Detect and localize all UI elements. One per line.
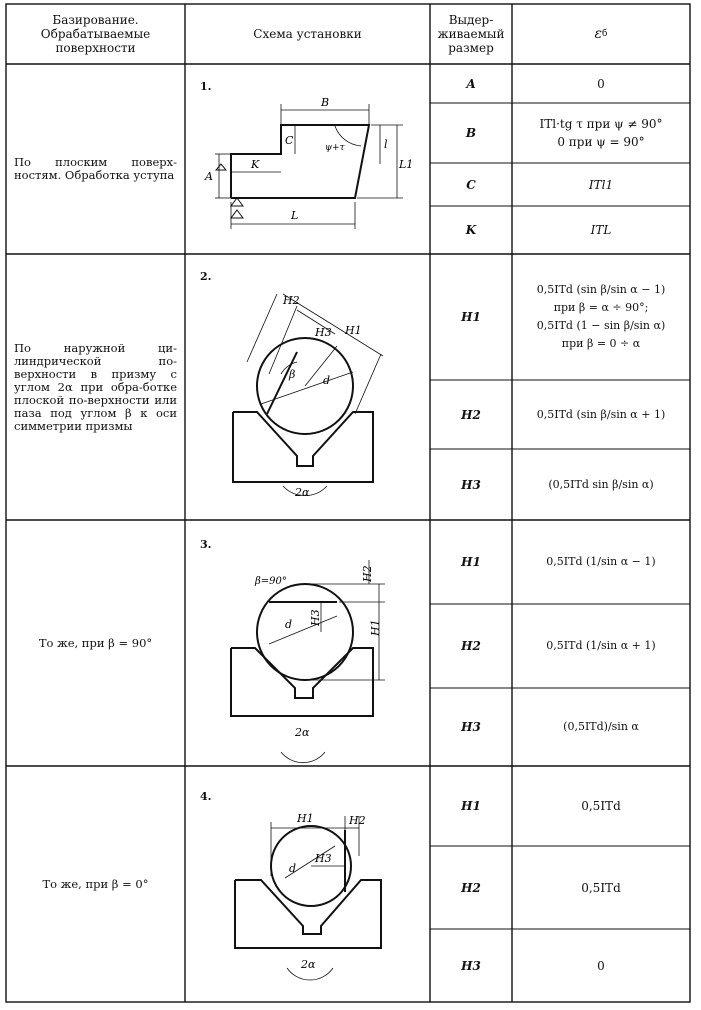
row-4-dim-H2-label: H2 <box>461 880 481 895</box>
row-2-eps-H1-line-4: при β = 0 ÷ α <box>561 337 641 350</box>
row-2-eps-H3-line-1: (0,5ITd sin β/sin α) <box>548 477 654 491</box>
scheme-3-label-H2: H2 <box>361 565 374 582</box>
row-1-description-text: По плоским поверх-ностям. Обработка уступа <box>14 155 177 182</box>
row-4-description <box>6 766 185 1002</box>
scheme-4-number: 4. <box>200 790 212 803</box>
scheme-1-diagram <box>185 64 430 254</box>
row-4-dim-H1 <box>430 766 512 846</box>
row-2-eps-H1 <box>512 254 690 380</box>
scheme-1-label-L: L <box>291 209 299 222</box>
scheme-3-vblock <box>231 648 373 716</box>
row-2-dim-H3-label: H3 <box>461 477 481 492</box>
scheme-3-label-d: d <box>285 618 293 631</box>
row-3-dim-H3 <box>430 688 512 766</box>
row-2-dim-H2-label: H2 <box>461 407 481 422</box>
scheme-2-label-H3: H3 <box>315 326 332 339</box>
row-2-description <box>6 254 185 520</box>
row-1-eps-A <box>512 64 690 103</box>
scheme-3-diagram <box>185 520 430 766</box>
scheme-4-label-H1: H1 <box>297 812 314 825</box>
row-2-description-text: По наружной ци-линдрической по-верхности в призму с углом 2α при обра-ботке плоской по-верхности или паза под углом β к оси симметрии призмы <box>14 340 177 433</box>
row-2-dim-H2 <box>430 380 512 449</box>
row-2-eps-H1-line-1: 0,5ITd (sin β/sin α − 1) <box>536 283 666 296</box>
header-col-basing-label: Базирование. Обрабатываемые поверхности <box>40 13 151 55</box>
scheme-4-label-H2: H2 <box>349 814 366 827</box>
scheme-3-label-H1: H1 <box>369 619 382 636</box>
row-1-dim-B <box>430 103 512 163</box>
row-3-description-text: То же, при β = 90° <box>38 635 153 650</box>
scheme-1-label-L1: L1 <box>399 158 414 171</box>
scheme-3-label-2alpha: 2α <box>295 726 310 739</box>
row-3-dim-H1 <box>430 520 512 604</box>
row-3-dim-H2-label: H2 <box>461 639 481 653</box>
row-1-dim-A-label: A <box>466 76 476 91</box>
scheme-4-label-d: d <box>289 862 297 875</box>
scheme-1-number: 1. <box>200 80 212 93</box>
header-col-epsilon-label: ε <box>594 26 603 42</box>
scheme-4-label-H3: H3 <box>315 852 332 865</box>
row-4-dim-H3-label: H3 <box>461 958 481 973</box>
scheme-1-label-B: B <box>321 96 330 109</box>
row-4-eps-H1 <box>512 766 690 846</box>
scheme-2-label-beta: β <box>289 368 296 381</box>
row-3-eps-H3-line-1: (0,5ITd)/sin α <box>563 720 639 733</box>
row-1-dim-C-label: C <box>466 177 476 192</box>
row-4-eps-H2-line-1: 0,5ITd <box>581 880 621 895</box>
scheme-3-label-H3: H3 <box>309 609 322 626</box>
row-3-description <box>6 520 185 766</box>
scheme-2-label-2alpha: 2α <box>295 486 310 499</box>
row-2-dim-H1 <box>430 254 512 380</box>
row-2-dim-H3 <box>430 449 512 520</box>
scheme-3-cylinder <box>257 584 353 680</box>
row-2-dim-H1-label: H1 <box>461 310 481 324</box>
row-1-eps-C <box>512 163 690 206</box>
row-1-eps-B-line-1: ITl·tg τ при ψ ≠ 90° <box>539 117 663 131</box>
scheme-1-label-K: K <box>251 158 260 171</box>
row-3-eps-H1 <box>512 520 690 604</box>
row-3-eps-H2 <box>512 604 690 688</box>
row-4-description-text: То же, при β = 0° <box>42 876 149 891</box>
scheme-4-label-2alpha: 2α <box>301 958 316 971</box>
row-1-eps-K-line-1: ITL <box>590 223 612 237</box>
row-4-dim-H1-label: H1 <box>461 799 481 813</box>
row-1-dim-C <box>430 163 512 206</box>
scheme-3-label-beta90: β=90° <box>255 576 287 587</box>
row-3-dim-H2 <box>430 604 512 688</box>
header-col-epsilon-subscript: б <box>602 29 608 39</box>
row-4-eps-H1-line-1: 0,5ITd <box>581 799 621 813</box>
scheme-1-label-psi: ψ+τ <box>325 143 345 153</box>
row-2-eps-H1-line-3: 0,5ITd (1 − sin β/sin α) <box>536 319 666 332</box>
row-3-eps-H2-line-1: 0,5ITd (1/sin α + 1) <box>546 639 656 652</box>
row-4-dim-H2 <box>430 846 512 929</box>
row-1-dim-K <box>430 206 512 254</box>
scheme-2-vblock <box>233 412 373 482</box>
row-1-dim-K-label: K <box>465 223 477 237</box>
header-col-epsilon <box>512 4 690 64</box>
header-col-dimension-label: Выдер-живаемый размер <box>437 13 505 55</box>
row-1-dim-A <box>430 64 512 103</box>
row-3-eps-H1-line-1: 0,5ITd (1/sin α − 1) <box>546 555 656 568</box>
header-col-scheme <box>185 4 430 64</box>
row-2-eps-H2 <box>512 380 690 449</box>
scheme-2-diagram <box>185 254 430 520</box>
header-col-scheme-label: Схема установки <box>253 27 362 41</box>
row-4-eps-H3 <box>512 929 690 1002</box>
row-1-eps-B <box>512 103 690 163</box>
scheme-1-label-l: l <box>384 138 388 151</box>
row-4-eps-H3-line-1: 0 <box>597 958 605 973</box>
scheme-4-diagram <box>185 766 430 1002</box>
row-3-dim-H3-label: H3 <box>461 720 481 734</box>
scheme-1-label-C: C <box>285 134 294 147</box>
row-1-eps-K <box>512 206 690 254</box>
row-2-eps-H1-line-2: при β = α ÷ 90°; <box>553 301 649 314</box>
row-4-eps-H2 <box>512 846 690 929</box>
row-2-eps-H2-line-1: 0,5ITd (sin β/sin α + 1) <box>536 407 666 421</box>
row-1-description <box>6 64 185 254</box>
header-col-dimension <box>430 4 512 64</box>
scheme-4-vblock <box>235 880 381 948</box>
row-2-eps-H3 <box>512 449 690 520</box>
row-1-eps-C-line-1: ITl1 <box>588 177 614 192</box>
row-4-dim-H3 <box>430 929 512 1002</box>
scheme-1-label-A: A <box>205 170 213 183</box>
scheme-2-label-H2: H2 <box>283 294 300 307</box>
row-1-dim-B-label: B <box>465 126 477 140</box>
header-col-basing <box>6 4 185 64</box>
row-3-dim-H1-label: H1 <box>461 555 481 569</box>
row-1-eps-A-line-1: 0 <box>597 76 605 91</box>
row-1-eps-B-line-2: 0 при ψ = 90° <box>557 135 645 149</box>
scheme-2-label-H1: H1 <box>345 324 362 337</box>
scheme-2-label-d: d <box>323 374 331 387</box>
scheme-3-number: 3. <box>200 538 212 551</box>
scheme-2-number: 2. <box>200 270 212 283</box>
row-3-eps-H3 <box>512 688 690 766</box>
